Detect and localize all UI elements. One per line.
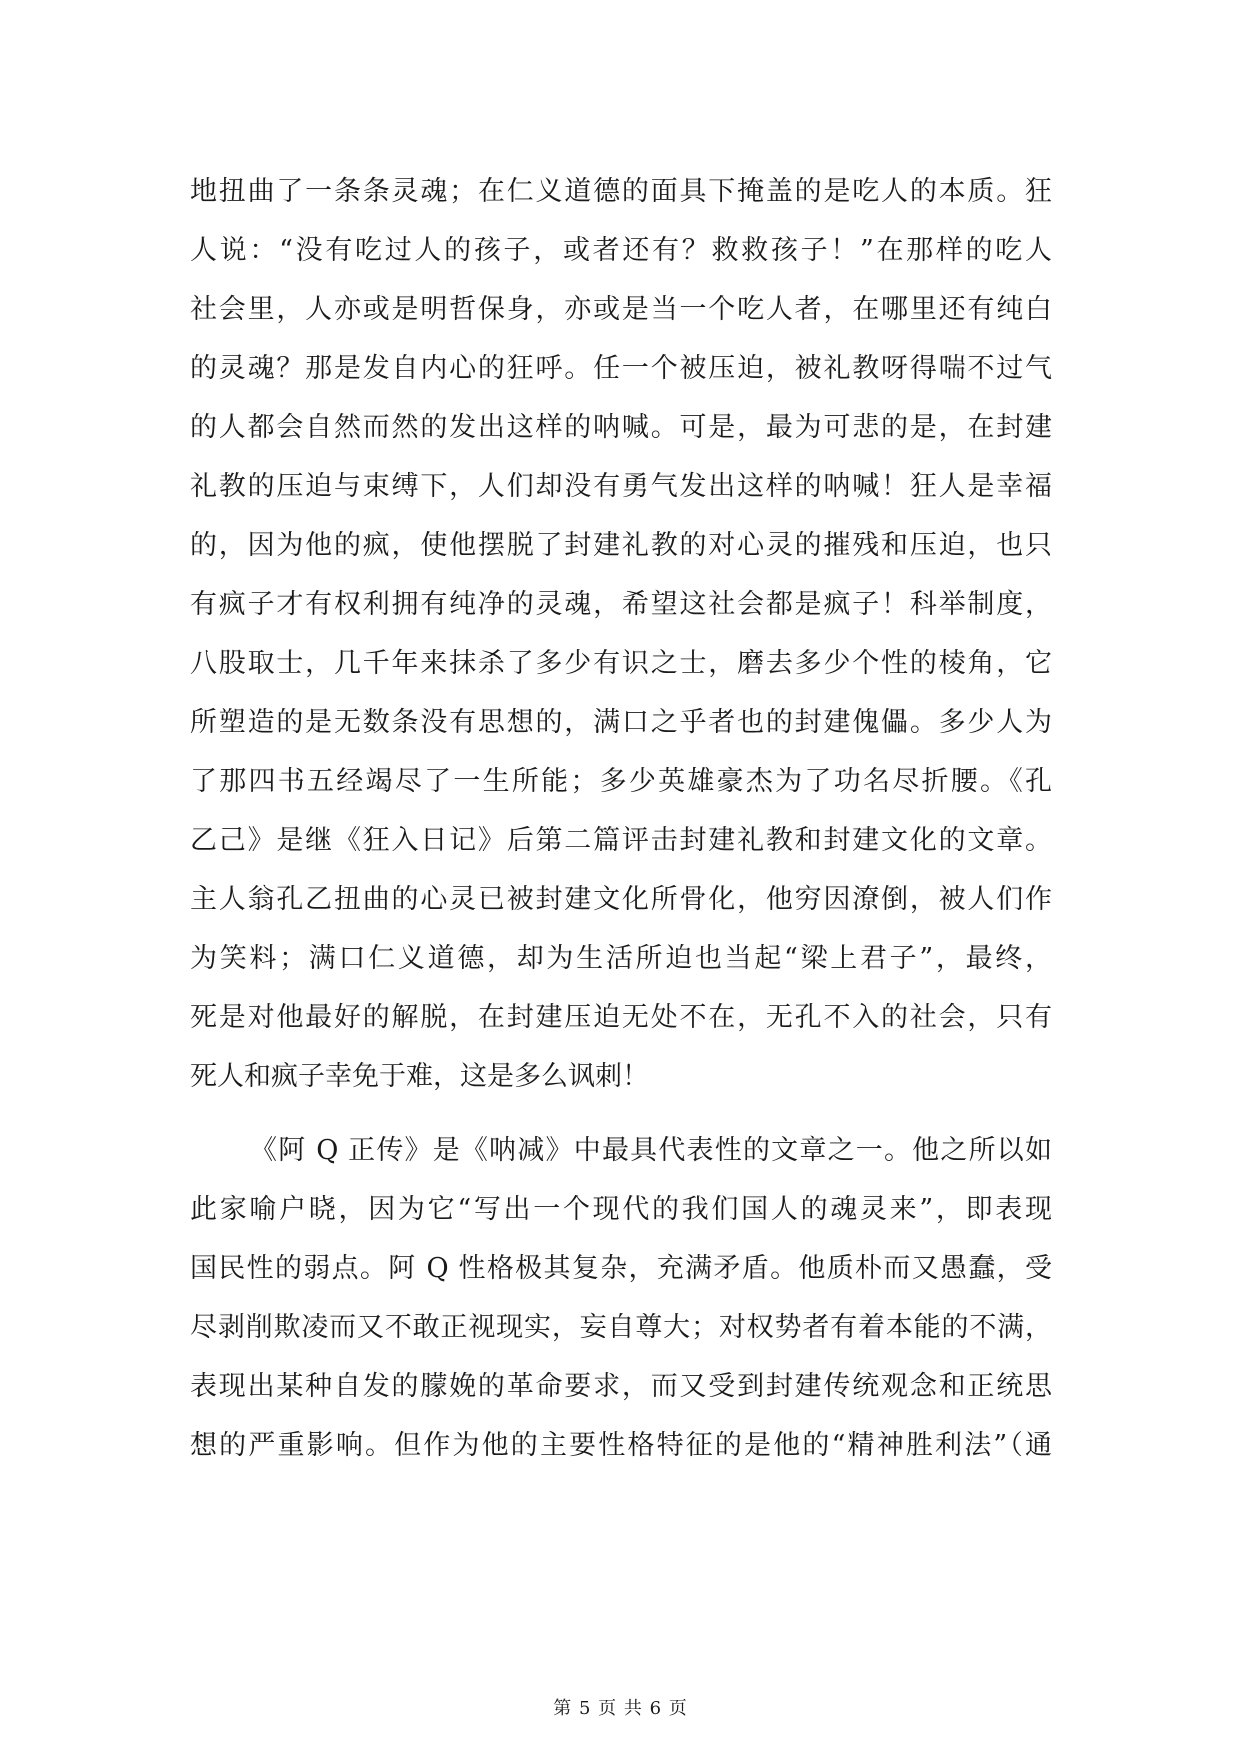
text-line: 所塑造的是无数条没有思想的，满口之乎者也的封建傀儡。多少人为	[190, 707, 1052, 738]
text-line: 礼教的压迫与束缚下，人们却没有勇气发出这样的呐喊！狂人是幸福	[190, 471, 1052, 502]
text-line: 的人都会自然而然的发出这样的呐喊。可是，最为可悲的是，在封建	[190, 412, 1052, 443]
text-line: 地扭曲了一条条灵魂；在仁义道德的面具下掩盖的是吃人的本质。狂	[190, 176, 1052, 207]
text-line: 社会里，人亦或是明哲保身，亦或是当一个吃人者，在哪里还有纯白	[190, 294, 1052, 325]
body-text	[190, 162, 1052, 1475]
text-line: 国民性的弱点。阿 Q 性格极其复杂，充满矛盾。他质朴而又愚蠢，受	[190, 1253, 1052, 1284]
paragraph-1	[190, 162, 1052, 1106]
text-line: 八股取士，几千年来抹杀了多少有识之士，磨去多少个性的棱角，它	[190, 648, 1052, 679]
text-line: 想的严重影响。但作为他的主要性格特征的是他的“精神胜利法”（通	[190, 1430, 1052, 1461]
paragraph-spacer	[190, 1106, 1052, 1121]
text-line: 表现出某种自发的朦娩的革命要求，而又受到封建传统观念和正统思	[190, 1371, 1052, 1402]
text-line: 的，因为他的疯，使他摆脱了封建礼教的对心灵的摧残和压迫，也只	[190, 530, 1052, 561]
paragraph-2	[190, 1121, 1052, 1475]
page-number-footer: 第 5 页 共 6 页	[553, 1698, 688, 1719]
text-line: 人说：“没有吃过人的孩子，或者还有？救救孩子！”在那样的吃人	[190, 235, 1052, 266]
text-line: 乙己》是继《狂入日记》后第二篇评击封建礼教和封建文化的文章。	[190, 825, 1052, 856]
text-line: 有疯子才有权利拥有纯净的灵魂，希望这社会都是疯子！科举制度，	[190, 589, 1052, 620]
text-line: 尽剥削欺凌而又不敢正视现实，妄自尊大；对权势者有着本能的不满，	[190, 1312, 1052, 1343]
text-line: 的灵魂？那是发自内心的狂呼。任一个被压迫，被礼教呀得喘不过气	[190, 353, 1052, 384]
text-line: 主人翁孔乙扭曲的心灵已被封建文化所骨化，他穷因潦倒，被人们作	[190, 884, 1052, 915]
text-line: 了那四书五经竭尽了一生所能；多少英雄豪杰为了功名尽折腰。《孔	[190, 766, 1052, 797]
text-line: 《阿 Q 正传》是《呐减》中最具代表性的文章之一。他之所以如	[250, 1135, 1052, 1166]
text-line: 为笑料；满口仁义道德，却为生活所迫也当起“梁上君子”，最终，	[190, 943, 1052, 974]
text-line: 此家喻户晓，因为它“写出一个现代的我们国人的魂灵来”，即表现	[190, 1194, 1052, 1225]
text-line: 死是对他最好的解脱，在封建压迫无处不在，无孔不入的社会，只有	[190, 1002, 1052, 1033]
text-line: 死人和疯子幸免于难，这是多么讽刺！	[190, 1061, 649, 1092]
